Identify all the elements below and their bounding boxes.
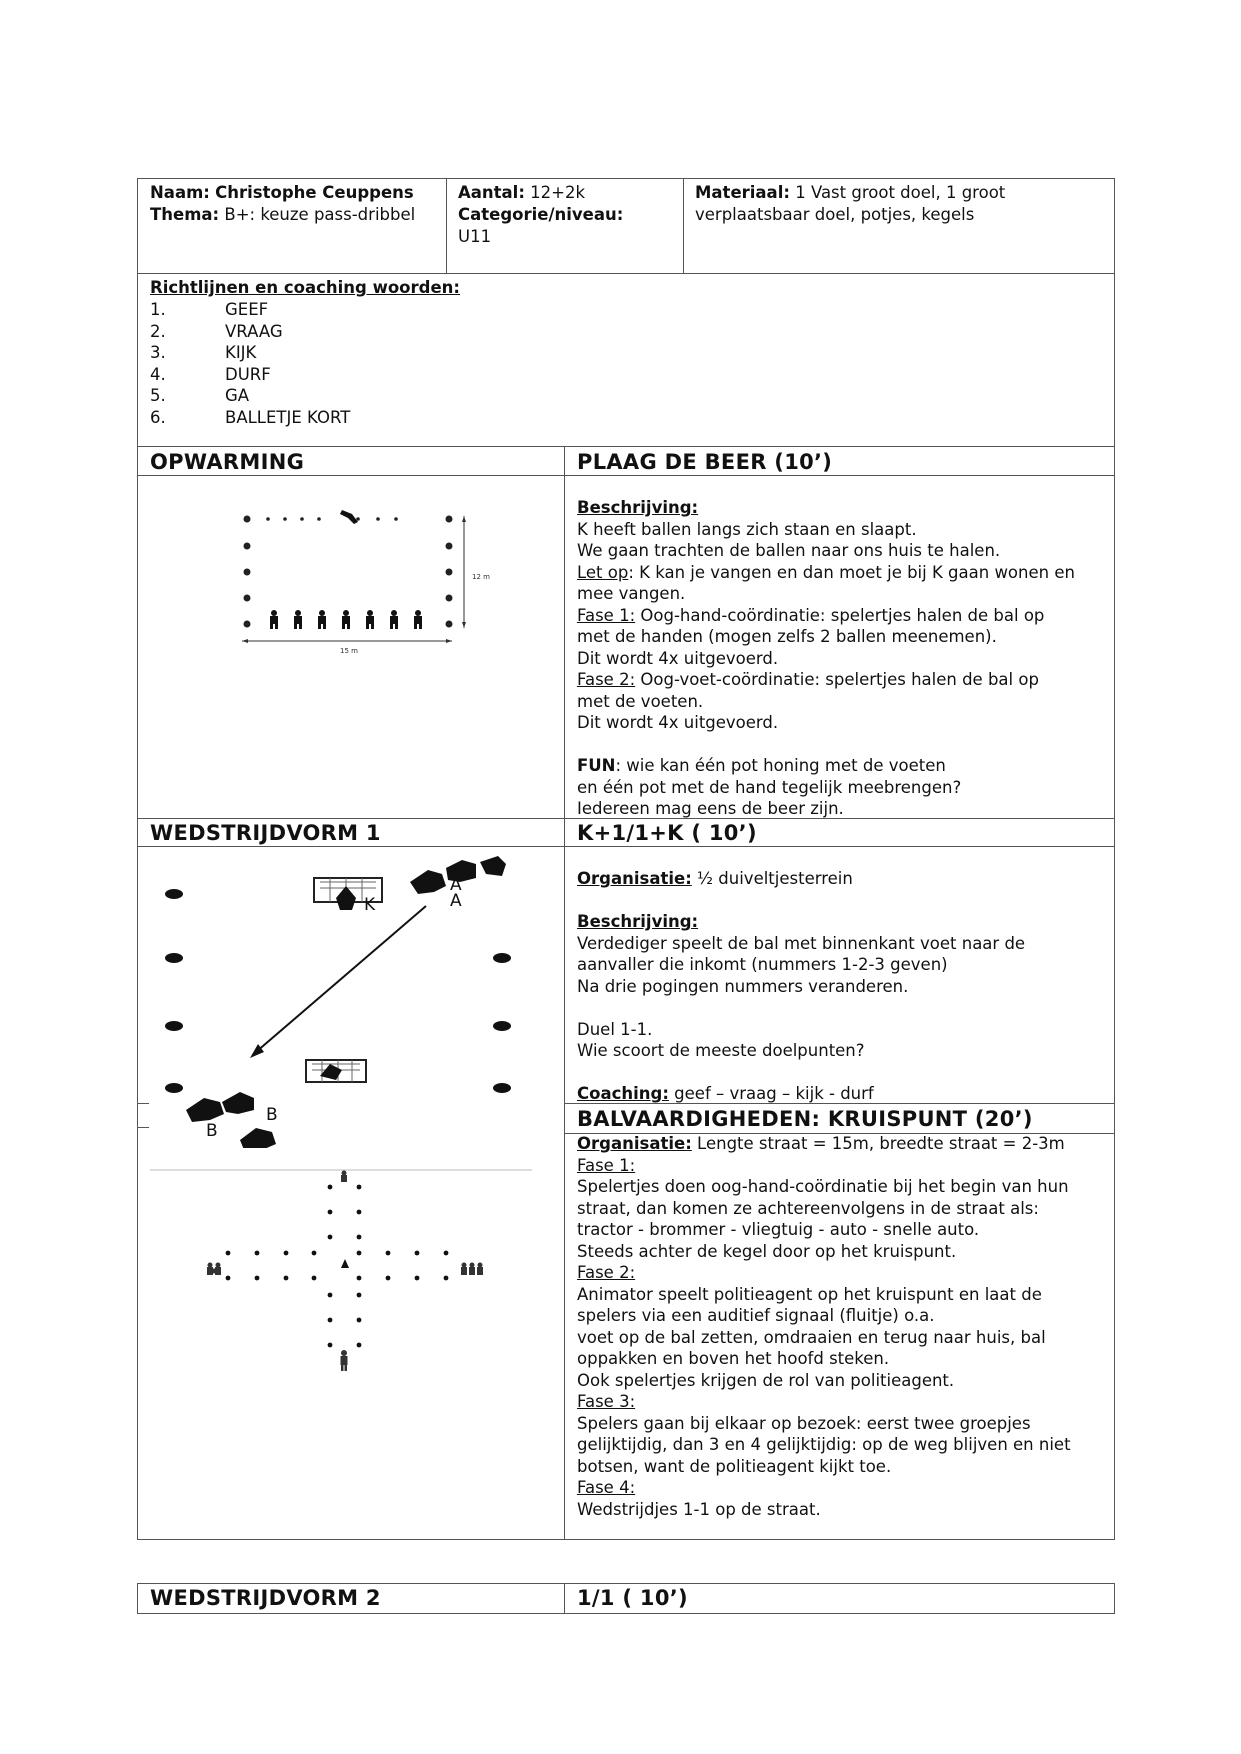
desc-line: Iedereen mag eens de beer zijn.: [577, 799, 844, 818]
section-title-wedstrijdvorm-2: WEDSTRIJDVORM 2: [150, 1586, 381, 1610]
divider: [137, 446, 1115, 447]
aantal-line: [458, 182, 585, 204]
fase-label: Fase 2:: [577, 670, 636, 689]
desc-line: voet op de bal zetten, omdraaien en terug naar huis, bal: [577, 1327, 1046, 1347]
desc-line: Duel 1-1.: [577, 1019, 653, 1039]
center-cone: [341, 1259, 349, 1268]
theme-line: [150, 204, 415, 226]
fun-label: FUN: [577, 756, 616, 775]
name-value: Christophe Ceuppens: [215, 183, 414, 202]
divider: [564, 446, 565, 1540]
warmup-description: Beschrijving: K heeft ballen langs zich staan en slaapt. We gaan trachten de ballen naar ons huis te halen. Let op: K kan je vangen en dan moet je bij K gaan wonen en mee vangen. Fase 1: Oog-hand-coördinatie: spelertjes halen de bal op met de handen (mogen zelfs 2 ballen meenemen). Dit wordt 4x uitgevoerd. Fase 2: Oog-voet-coördinatie: spelertjes halen de bal op met de voeten. Dit wordt 4x uitgevoerd. FUN: wie kan één pot honing met de voeten en één pot met de hand tegelijk meebrengen? Iedereen mag eens de beer zijn.: [577, 498, 1075, 818]
fase-label: Fase 1:: [577, 605, 636, 625]
desc-line: oppakken en boven het hoofd steken.: [577, 1349, 890, 1368]
materiaal-line: [695, 182, 1005, 204]
coaching-label: Coaching:: [577, 1084, 669, 1103]
match-form-description: Organisatie: ½ duiveltjesterrein Beschrijving: Verdediger speelt de bal met binnenkant voet naar de aanvaller die inkomt (nummers 1-2-3 geven) Na drie pogingen nummers veranderen. Duel 1-1. Wie scoort de meeste doelpunten? Coaching: geef – vraag – kijk - durf: [577, 869, 1026, 1103]
materiaal-value-line2: verplaatsbaar doel, potjes, kegels: [695, 205, 975, 224]
section-title-wedstrijdvorm-1: WEDSTRIJDVORM 1: [150, 821, 381, 845]
player-row: [270, 610, 422, 629]
defender-group: [186, 1092, 276, 1148]
list-item: 5. GA: [150, 386, 250, 405]
desc-line: Wedstrijdjes 1-1 op de straat.: [577, 1499, 821, 1519]
divider: [564, 1583, 565, 1614]
warmup-field-diagram: [230, 500, 510, 660]
desc-line: botsen, want de politieagent kijkt toe.: [577, 1456, 892, 1476]
desc-line: straat, dan komen ze achtereenvolgens in de straat als:: [577, 1198, 1039, 1218]
categorie-label: Categorie/niveau:: [458, 205, 624, 224]
exercise-title-k11k: K+1/1+K ( 10’): [577, 821, 757, 845]
dimension-label-width: 15 m: [340, 647, 358, 655]
desc-line: Dit wordt 4x uitgevoerd.: [577, 648, 779, 668]
list-item: 6. BALLETJE KORT: [150, 407, 351, 427]
goal-bottom: [306, 1060, 366, 1082]
divider: [137, 475, 1115, 476]
list-item: 3. KIJK: [150, 343, 257, 362]
desc-line: mee vangen.: [577, 584, 686, 603]
desc-line: Wie scoort de meeste doelpunten?: [577, 1041, 865, 1060]
list-item: 1. GEEF: [150, 300, 269, 319]
desc-line: Na drie pogingen nummers veranderen.: [577, 976, 909, 996]
desc-line: Spelers gaan bij elkaar op bezoek: eerst twee groepjes: [577, 1413, 1031, 1433]
divider: [446, 178, 447, 274]
organisatie-label: Organisatie:: [577, 869, 692, 888]
divider: [137, 273, 1115, 274]
match-form-diagram: [150, 848, 560, 1148]
section-title-opwarming: OPWARMING: [150, 450, 305, 474]
guidelines-list: [150, 299, 350, 428]
desc-line: Verdediger speelt de bal met binnenkant voet naar de: [577, 933, 1026, 953]
divider: [137, 1127, 149, 1128]
materiaal-value: 1 Vast groot doel, 1 groot: [789, 183, 1006, 202]
beschrijving-label: Beschrijving:: [577, 498, 699, 517]
desc-line: Spelertjes doen oog-hand-coördinatie bij het begin van hun: [577, 1177, 1069, 1196]
desc-line: met de voeten.: [577, 691, 704, 711]
keeper-figure: [340, 510, 358, 524]
desc-line: K heeft ballen langs zich staan en slaapt.: [577, 519, 917, 539]
crossroads-diagram: [150, 1165, 560, 1375]
exercise-title-kruispunt: BALVAARDIGHEDEN: KRUISPUNT (20’): [577, 1107, 1033, 1131]
cone-grid: [226, 1185, 449, 1348]
divider: [683, 178, 684, 274]
desc-line: gelijktijdig, dan 3 en 4 gelijktijdig: op de weg blijven en niet: [577, 1435, 1071, 1454]
desc-line: en één pot met de hand tegelijk meebrengen?: [577, 777, 962, 797]
desc-line: Dit wordt 4x uitgevoerd.: [577, 713, 779, 732]
exercise-title-1-1: 1/1 ( 10’): [577, 1586, 688, 1610]
theme-label: Thema:: [150, 205, 220, 224]
beschrijving-label: Beschrijving:: [577, 912, 699, 931]
desc-line: spelers via een auditief signaal (fluitje) o.a.: [577, 1306, 935, 1325]
guidelines-title: Richtlijnen en coaching woorden:: [150, 278, 460, 297]
desc-line: Steeds achter de kegel door op het kruispunt.: [577, 1241, 957, 1261]
fase-label: Fase 1:: [577, 1155, 636, 1175]
categorie-value: U11: [458, 227, 492, 246]
name-line: [150, 182, 414, 204]
list-item: 4. DURF: [150, 364, 271, 384]
dimension-label-height: 12 m: [472, 573, 490, 581]
list-item: 2. VRAAG: [150, 321, 283, 341]
name-label: Naam:: [150, 183, 210, 202]
fase-label: Fase 3:: [577, 1392, 636, 1411]
label-b: B: [266, 1105, 278, 1125]
label-a: A: [450, 891, 462, 911]
materiaal-label: Materiaal:: [695, 183, 790, 202]
organisatie-label: Organisatie:: [577, 1134, 692, 1153]
ball-skills-description: Organisatie: Lengte straat = 15m, breedte straat = 2-3m Fase 1: Spelertjes doen oog-hand-coördinatie bij het begin van hun straat, dan komen ze achtereenvolgens in de straat als: tractor - brommer - vliegtuig - auto - snelle auto. Steeds achter de kegel door op het kruispunt. Fase 2: Animator speelt politieagent op het kruispunt en laat de spelers via een auditief signaal (fluitje) o.a. voet op de bal zetten, omdraaien en terug naar huis, bal oppakken en boven het hoofd steken. Ook spelertjes krijgen de rol van politieagent. Fase 3: Spelers gaan bij elkaar op bezoek: eerst twee groepjes gelijktijdig, dan 3 en 4 gelijktijdig: op de weg blijven en niet botsen, want de politieagent kijkt toe. Fase 4: Wedstrijdjes 1-1 op de straat.: [577, 1134, 1071, 1519]
desc-line: met de handen (mogen zelfs 2 ballen meenemen).: [577, 627, 997, 646]
exercise-title-plaag: PLAAG DE BEER (10’): [577, 450, 833, 474]
aantal-value: 12+2k: [524, 183, 586, 202]
desc-line: Ook spelertjes krijgen de rol van politieagent.: [577, 1370, 955, 1390]
pass-arrow: [256, 906, 426, 1052]
theme-value: B+: keuze pass-dribbel: [219, 205, 416, 224]
fase-label: Fase 4:: [577, 1478, 636, 1497]
label-a: A: [450, 875, 462, 895]
aantal-label: Aantal:: [458, 183, 525, 202]
desc-line: We gaan trachten de ballen naar ons huis te halen.: [577, 541, 1001, 560]
letop-label: Let op: [577, 562, 629, 582]
divider: [137, 1103, 149, 1104]
fase-label: Fase 2:: [577, 1263, 636, 1282]
label-k: K: [364, 895, 376, 915]
divider: [137, 846, 1115, 847]
label-b: B: [206, 1121, 218, 1141]
player-groups: [207, 1171, 483, 1372]
desc-line: Animator speelt politieagent op het kruispunt en laat de: [577, 1284, 1042, 1304]
desc-line: aanvaller die inkomt (nummers 1-2-3 geven): [577, 955, 948, 974]
desc-line: tractor - brommer - vliegtuig - auto - snelle auto.: [577, 1220, 980, 1239]
